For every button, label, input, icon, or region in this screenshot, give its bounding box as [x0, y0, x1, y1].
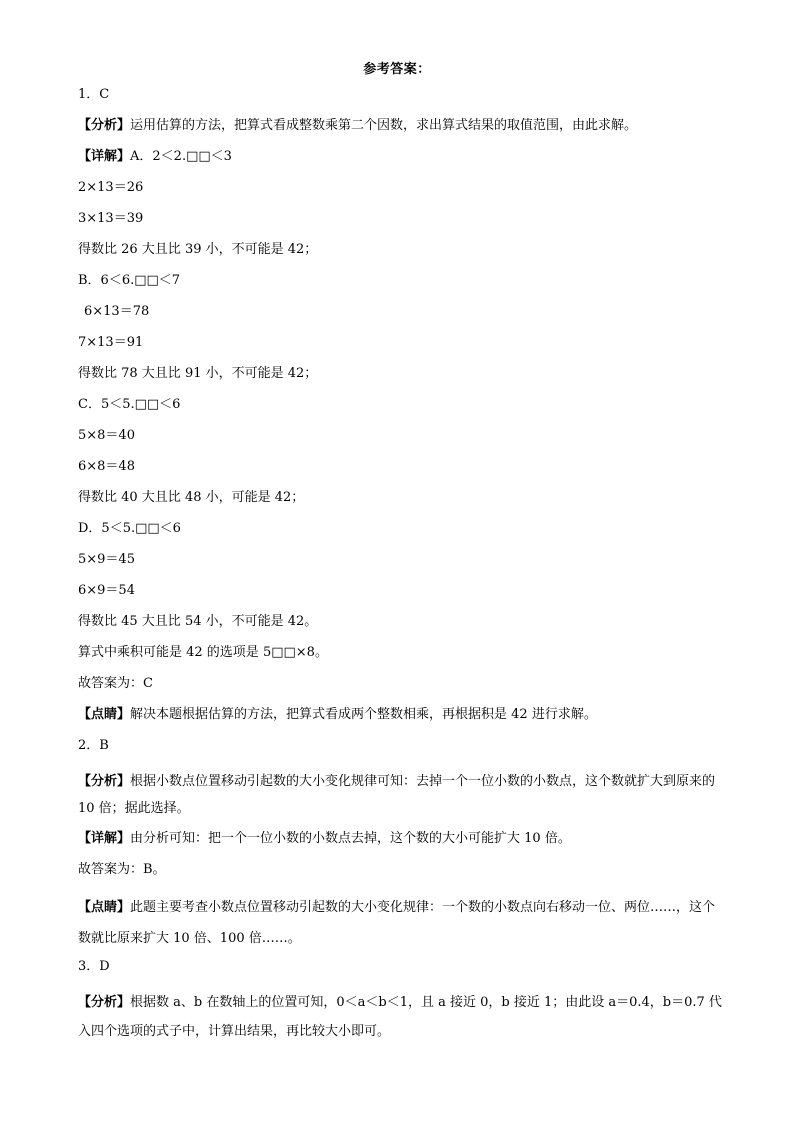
tag-label: 【点睛】: [78, 707, 131, 722]
calc-line: 2×13＝26: [78, 180, 144, 195]
tag-label: 【点睛】: [78, 900, 131, 915]
conclusion-line: 得数比 78 大且比 91 小，不可能是 42；: [78, 366, 318, 381]
conclusion-line: 得数比 40 大且比 48 小，可能是 42；: [78, 490, 305, 505]
conclusion-line: 得数比 45 大且比 54 小，不可能是 42。: [78, 614, 318, 629]
calc-line: 3×13＝39: [78, 211, 144, 226]
tag-label: 【分析】: [78, 995, 131, 1010]
option-d-line: D．5＜5.□□＜6: [78, 521, 181, 536]
q3-answer: 3．D: [78, 959, 110, 974]
conclusion-line: 得数比 26 大且比 39 小，不可能是 42；: [78, 242, 318, 257]
final-answer: 故答案为：C: [78, 676, 153, 691]
calc-line: 6×13＝78: [84, 304, 150, 319]
option-c-line: C．5＜5.□□＜6: [78, 397, 181, 412]
calc-line: 7×13＝91: [78, 335, 144, 350]
q1-answer: 1．C: [78, 87, 110, 102]
calc-line: 5×8＝40: [78, 428, 135, 443]
q1-analysis: 【分析】运用估算的方法，把算式看成整数乘第二个因数，求出算式结果的取值范围，由此求解。: [78, 118, 638, 133]
option-b-line: B．6＜6.□□＜7: [78, 273, 181, 288]
summary-line: 算式中乘积可能是 42 的选项是 5□□×8。: [78, 645, 328, 660]
calc-line: 6×8＝48: [78, 459, 135, 474]
calc-line: 5×9＝45: [78, 552, 135, 567]
q2-analysis: 【分析】根据小数点位置移动引起数的大小变化规律可知：去掉一个一位小数的小数点，这个数就扩大到原来的 10 倍；据此选择。: [78, 774, 716, 816]
q1-comment: 【点睛】解决本题根据估算的方法，把算式看成两个整数相乘，再根据积是 42 进行求解。: [78, 707, 597, 722]
tag-label: 【分析】: [78, 118, 131, 133]
tag-label: 【详解】: [78, 149, 131, 164]
tag-label: 【分析】: [78, 774, 131, 789]
calc-line: 6×9＝54: [78, 583, 135, 598]
q2-comment: 【点睛】此题主要考查小数点位置移动引起数的大小变化规律：一个数的小数点向右移动一位、两位……，这个数就比原来扩大 10 倍、100 倍……。: [78, 900, 716, 946]
q3-analysis: 【分析】根据数 a、b 在数轴上的位置可知，0＜a＜b＜1，且 a 接近 0，b 接近 1；由此设 a＝0.4，b＝0.7 代入四个选项的式子中，计算出结果，再比较大小即可。: [78, 995, 722, 1039]
q1-detail: 【详解】A．2＜2.□□＜3: [78, 149, 232, 164]
q2-answer: 2．B: [78, 738, 109, 753]
page-title: 参考答案：: [363, 62, 431, 77]
final-answer: 故答案为：B。: [78, 862, 166, 877]
tag-label: 【详解】: [78, 831, 131, 846]
q2-detail: 【详解】由分析可知：把一个一位小数的小数点去掉，这个数的大小可能扩大 10 倍。: [78, 831, 571, 846]
